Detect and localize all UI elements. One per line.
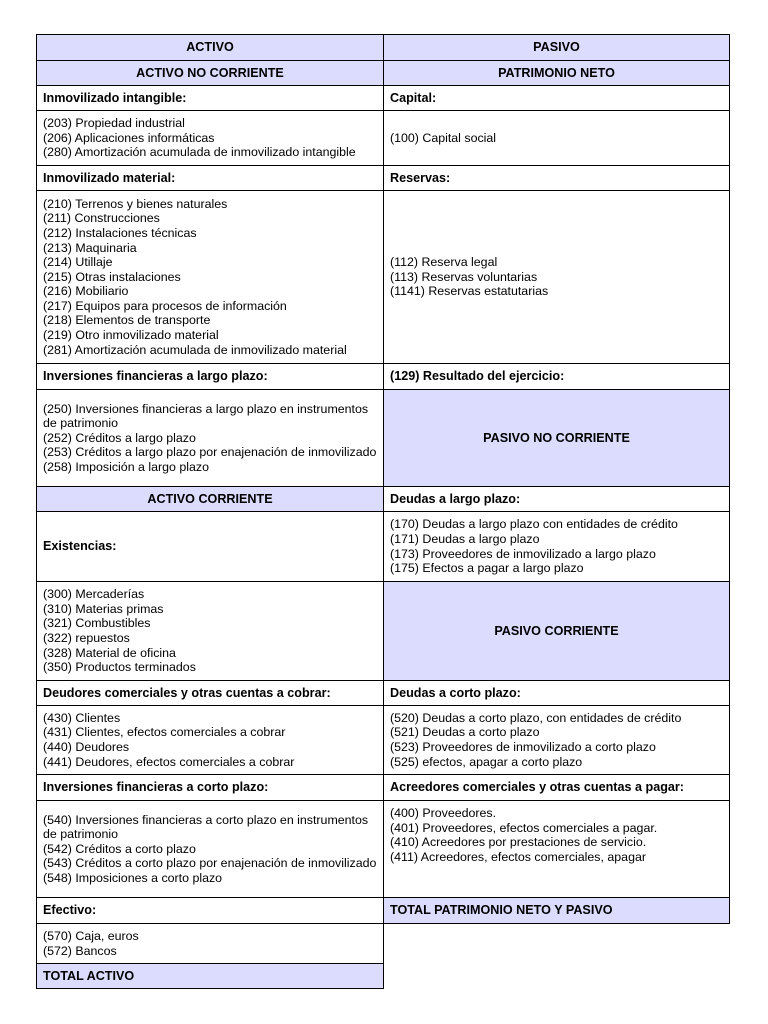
account-item: (441) Deudores, efectos comerciales a cobrar (43, 754, 295, 769)
account-item: (100) Capital social (390, 130, 497, 145)
activo-no-corriente-header: ACTIVO NO CORRIENTE (36, 60, 383, 85)
acreedores-items (383, 800, 730, 897)
inversiones-cp-label: Inversiones financieras a corto plazo: (36, 774, 383, 800)
existencias-label: Existencias: (36, 511, 383, 581)
capital-items (383, 110, 730, 165)
inversiones-lp-label: Inversiones financieras a largo plazo: (36, 363, 383, 389)
account-item: (215) Otras instalaciones (43, 269, 181, 284)
efectivo-items (36, 923, 383, 963)
account-item: (206) Aplicaciones informáticas (43, 130, 215, 145)
inmovilizado-material-label: Inmovilizado material: (36, 165, 383, 190)
account-item: (322) repuestos (43, 631, 130, 645)
account-item: (253) Créditos a largo plazo por enajenación de inmovilizado (43, 445, 377, 460)
reservas-label: Reservas: (383, 165, 730, 190)
account-item: (542) Créditos a corto plazo (43, 841, 196, 856)
account-item: (543) Créditos a corto plazo por enajenación de inmovilizado (43, 856, 377, 871)
account-item: (112) Reserva legal (390, 255, 498, 270)
pasivo-column (383, 34, 730, 924)
account-item: (210) Terrenos y bienes naturales (43, 196, 228, 211)
activo-header: ACTIVO (36, 34, 383, 60)
account-item: (203) Propiedad industrial (43, 116, 185, 131)
efectivo-label: Efectivo: (36, 897, 383, 923)
account-item: (216) Mobiliario (43, 284, 129, 299)
inmovilizado-material-items (36, 190, 383, 363)
deudas-cp-items (383, 705, 730, 774)
account-item: (219) Otro inmovilizado material (43, 328, 219, 343)
account-item: (173) Proveedores de inmovilizado a largo plazo (390, 546, 656, 561)
acreedores-label: Acreedores comerciales y otras cuentas a pagar: (383, 774, 730, 800)
inversiones-lp-items (36, 389, 383, 486)
account-item: (171) Deudas a largo plazo (390, 531, 540, 546)
account-item: (213) Maquinaria (43, 240, 137, 255)
resultado-ejercicio-label: (129) Resultado del ejercicio: (383, 363, 730, 389)
inversiones-cp-items (36, 800, 383, 897)
reservas-items (383, 190, 730, 363)
account-item: (410) Acreedores por prestaciones de servicio. (390, 835, 647, 850)
deudas-cp-label: Deudas a corto plazo: (383, 680, 730, 705)
activo-corriente-header: ACTIVO CORRIENTE (36, 486, 383, 511)
account-item: (401) Proveedores, efectos comerciales a pagar. (390, 820, 658, 835)
account-item: (521) Deudas a corto plazo (390, 725, 540, 740)
account-item: (280) Amortización acumulada de inmovilizado intangible (43, 145, 356, 160)
deudas-lp-items (383, 511, 730, 581)
account-item: (411) Acreedores, efectos comerciales, apagar (390, 849, 646, 864)
account-item: (328) Material de oficina (43, 645, 176, 660)
account-item: (525) efectos, apagar a corto plazo (390, 754, 583, 769)
account-item: (175) Efectos a pagar a largo plazo (390, 561, 584, 576)
account-item: (300) Mercaderías (43, 587, 145, 602)
account-item: (252) Créditos a largo plazo (43, 430, 196, 445)
account-item: (431) Clientes, efectos comerciales a cobrar (43, 725, 286, 740)
account-item: (212) Instalaciones técnicas (43, 225, 197, 240)
account-item: (572) Bancos (43, 943, 117, 958)
account-item: (520) Deudas a corto plazo, con entidades de crédito (390, 710, 682, 725)
account-item: (350) Productos terminados (43, 660, 196, 675)
capital-label: Capital: (383, 85, 730, 110)
account-item: (113) Reservas voluntarias (390, 269, 538, 284)
account-item: (281) Amortización acumulada de inmovilizado material (43, 342, 347, 357)
account-item: (211) Construcciones (43, 211, 160, 226)
account-item: (250) Inversiones financieras a largo plazo en instrumentos de patrimonio (43, 401, 369, 431)
account-item: (170) Deudas a largo plazo con entidades de crédito (390, 517, 678, 532)
account-item: (440) Deudores (43, 740, 130, 754)
inmovilizado-intangible-label: Inmovilizado intangible: (36, 85, 383, 110)
deudas-lp-label: Deudas a largo plazo: (383, 486, 730, 511)
inmovilizado-intangible-items (36, 110, 383, 165)
total-activo: TOTAL ACTIVO (36, 963, 383, 988)
account-item: (430) Clientes (43, 710, 121, 725)
account-item: (523) Proveedores de inmovilizado a corto plazo (390, 740, 656, 754)
activo-column (36, 34, 384, 989)
account-item: (321) Combustibles (43, 616, 151, 631)
account-item: (310) Materias primas (43, 601, 164, 616)
account-item: (214) Utillaje (43, 255, 113, 270)
deudores-label: Deudores comerciales y otras cuentas a cobrar: (36, 680, 383, 705)
pasivo-no-corriente-header: PASIVO NO CORRIENTE (383, 389, 730, 486)
total-patrimonio-neto-y-pasivo: TOTAL PATRIMONIO NETO Y PASIVO (383, 897, 730, 924)
account-item: (217) Equipos para procesos de información (43, 298, 287, 313)
patrimonio-neto-header: PATRIMONIO NETO (383, 60, 730, 85)
pasivo-header: PASIVO (383, 34, 730, 60)
existencias-items (36, 581, 383, 680)
deudores-items (36, 705, 383, 774)
account-item: (1141) Reservas estatutarias (390, 284, 549, 299)
pasivo-corriente-header: PASIVO CORRIENTE (383, 581, 730, 680)
account-item: (258) Imposición a largo plazo (43, 459, 209, 474)
account-item: (400) Proveedores. (390, 806, 497, 820)
account-item: (548) Imposiciones a corto plazo (43, 870, 223, 885)
account-item: (570) Caja, euros (43, 928, 139, 943)
account-item: (218) Elementos de transporte (43, 313, 211, 328)
account-item: (540) Inversiones financieras a corto plazo en instrumentos de patrimonio (43, 812, 369, 842)
